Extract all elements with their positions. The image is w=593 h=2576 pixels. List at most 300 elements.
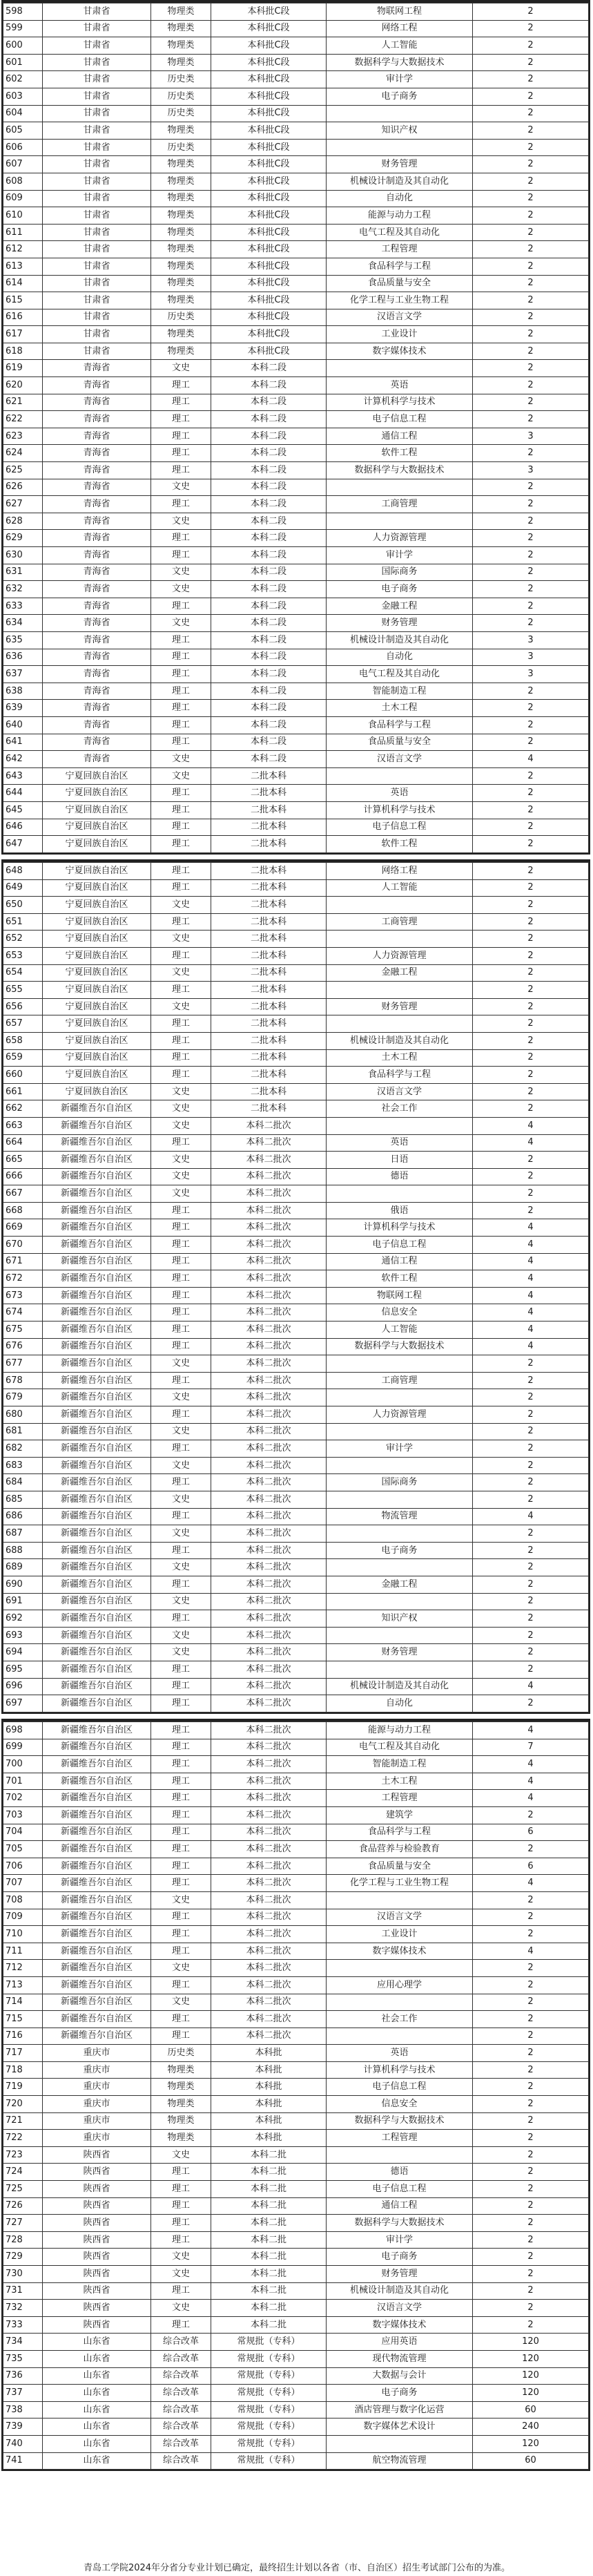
major-cell: 计算机科学与技术 (327, 2061, 473, 2079)
major-cell: 汉语言文学 (327, 309, 473, 326)
category-cell: 文史 (151, 1960, 211, 1977)
category-cell: 物理类 (151, 326, 211, 343)
category-cell: 文史 (151, 1100, 211, 1118)
table-row (3, 71, 589, 88)
row-number: 602 (3, 71, 43, 88)
count-cell: 4 (473, 1270, 589, 1288)
province-cell: 宁夏回族自治区 (43, 947, 151, 964)
table-row (3, 275, 589, 292)
row-number: 701 (3, 1773, 43, 1790)
batch-cell: 本科二段 (211, 598, 327, 615)
row-number: 663 (3, 1117, 43, 1134)
count-cell: 2 (473, 479, 589, 496)
count-cell: 2 (473, 964, 589, 982)
row-number: 614 (3, 275, 43, 292)
category-cell: 理工 (151, 2011, 211, 2028)
row-number: 703 (3, 1806, 43, 1824)
row-number: 698 (3, 1722, 43, 1739)
row-number: 712 (3, 1960, 43, 1977)
table-row (3, 1287, 589, 1304)
count-cell: 2 (473, 564, 589, 581)
category-cell: 理工 (151, 1440, 211, 1458)
major-cell: 通信工程 (327, 428, 473, 445)
batch-cell: 本科二批次 (211, 1593, 327, 1610)
major-cell: 德语 (327, 2164, 473, 2181)
major-cell: 数字媒体艺术设计 (327, 2418, 473, 2436)
province-cell: 甘肃省 (43, 54, 151, 71)
category-cell: 理工 (151, 819, 211, 836)
count-cell: 240 (473, 2418, 589, 2436)
category-cell: 物理类 (151, 292, 211, 309)
category-cell: 历史类 (151, 71, 211, 88)
category-cell: 文史 (151, 931, 211, 948)
row-number: 732 (3, 2300, 43, 2317)
table-row (3, 428, 589, 445)
count-cell: 2 (473, 139, 589, 156)
row-number: 702 (3, 1790, 43, 1807)
province-cell: 陕西省 (43, 2146, 151, 2164)
row-number: 656 (3, 998, 43, 1015)
batch-cell: 本科二批次 (211, 1976, 327, 1994)
table-row (3, 1678, 589, 1695)
batch-cell: 本科二批次 (211, 1270, 327, 1288)
batch-cell: 本科批 (211, 2079, 327, 2096)
batch-cell: 本科二段 (211, 716, 327, 734)
province-cell: 新疆维吾尔自治区 (43, 1440, 151, 1458)
category-cell: 物理类 (151, 224, 211, 241)
category-cell: 理工 (151, 1372, 211, 1389)
category-cell: 理工 (151, 462, 211, 479)
count-cell: 2 (473, 819, 589, 836)
row-number: 612 (3, 241, 43, 258)
batch-cell: 本科二段 (211, 462, 327, 479)
province-cell: 青海省 (43, 700, 151, 717)
table-row (3, 1237, 589, 1254)
count-cell: 2 (473, 258, 589, 275)
table-row (3, 2418, 589, 2436)
batch-cell: 本科二批次 (211, 1185, 327, 1203)
table-row (3, 1219, 589, 1237)
major-cell: 工商管理 (327, 1372, 473, 1389)
province-cell: 新疆维吾尔自治区 (43, 1875, 151, 1892)
count-cell: 2 (473, 2249, 589, 2266)
batch-cell: 本科二批次 (211, 1253, 327, 1270)
batch-cell: 本科二段 (211, 734, 327, 751)
province-cell: 新疆维吾尔自治区 (43, 1237, 151, 1254)
batch-cell: 本科二批次 (211, 1891, 327, 1909)
province-cell: 新疆维吾尔自治区 (43, 1423, 151, 1440)
major-cell: 人工智能 (327, 879, 473, 897)
batch-cell: 本科二批次 (211, 1695, 327, 1712)
row-number: 608 (3, 173, 43, 190)
category-cell: 理工 (151, 1610, 211, 1628)
category-cell: 理工 (151, 1542, 211, 1559)
batch-cell: 本科二段 (211, 751, 327, 768)
major-cell: 数据科学与大数据技术 (327, 1338, 473, 1355)
major-cell: 建筑学 (327, 1806, 473, 1824)
province-cell: 新疆维吾尔自治区 (43, 1219, 151, 1237)
batch-cell: 本科批 (211, 2096, 327, 2113)
major-cell: 自动化 (327, 1695, 473, 1712)
table-row (3, 666, 589, 683)
batch-cell: 二批本科 (211, 785, 327, 802)
batch-cell: 本科二批次 (211, 1355, 327, 1373)
row-number: 647 (3, 836, 43, 853)
category-cell: 文史 (151, 2300, 211, 2317)
batch-cell: 本科二批次 (211, 1559, 327, 1576)
count-cell: 2 (473, 1083, 589, 1100)
batch-cell: 本科二段 (211, 479, 327, 496)
count-cell: 4 (473, 1237, 589, 1254)
major-cell: 网络工程 (327, 863, 473, 880)
province-cell: 新疆维吾尔自治区 (43, 1644, 151, 1661)
province-cell: 重庆市 (43, 2061, 151, 2079)
table-row (3, 1100, 589, 1118)
major-cell (327, 1491, 473, 1508)
row-number: 678 (3, 1372, 43, 1389)
major-cell (327, 1525, 473, 1543)
major-cell: 电子商务 (327, 2249, 473, 2266)
count-cell: 2 (473, 598, 589, 615)
table-row (3, 360, 589, 377)
province-cell: 新疆维吾尔自治区 (43, 1678, 151, 1695)
row-number: 636 (3, 649, 43, 666)
category-cell: 理工 (151, 1015, 211, 1033)
batch-cell: 本科二段 (211, 683, 327, 700)
province-cell: 新疆维吾尔自治区 (43, 1134, 151, 1152)
row-number: 738 (3, 2401, 43, 2418)
province-cell: 青海省 (43, 716, 151, 734)
category-cell: 理工 (151, 428, 211, 445)
province-cell: 重庆市 (43, 2112, 151, 2130)
category-cell: 文史 (151, 1491, 211, 1508)
batch-cell: 本科二批次 (211, 1739, 327, 1756)
table-row (3, 224, 589, 241)
major-cell: 财务管理 (327, 615, 473, 632)
batch-cell: 常规批（专科） (211, 2350, 327, 2367)
table-row (3, 241, 589, 258)
table-row (3, 1739, 589, 1756)
row-number: 667 (3, 1185, 43, 1203)
count-cell: 2 (473, 1909, 589, 1926)
province-cell: 新疆维吾尔自治区 (43, 1322, 151, 1339)
count-cell: 4 (473, 1773, 589, 1790)
batch-cell: 本科二批次 (211, 1576, 327, 1593)
table-row (3, 1576, 589, 1593)
batch-cell: 本科批C段 (211, 241, 327, 258)
major-cell: 工商管理 (327, 496, 473, 513)
batch-cell: 本科二批次 (211, 1389, 327, 1406)
table-row (3, 2197, 589, 2215)
row-number: 615 (3, 292, 43, 309)
major-cell: 物联网工程 (327, 3, 473, 21)
count-cell: 120 (473, 2334, 589, 2351)
major-cell: 人工智能 (327, 1322, 473, 1339)
major-cell: 知识产权 (327, 1610, 473, 1628)
category-cell: 理工 (151, 1202, 211, 1219)
count-cell: 2 (473, 394, 589, 411)
count-cell: 3 (473, 666, 589, 683)
major-cell: 工业设计 (327, 326, 473, 343)
batch-cell: 本科批C段 (211, 275, 327, 292)
count-cell: 2 (473, 2231, 589, 2249)
province-cell: 青海省 (43, 666, 151, 683)
province-cell: 青海省 (43, 496, 151, 513)
count-cell: 2 (473, 343, 589, 360)
major-cell: 土木工程 (327, 700, 473, 717)
batch-cell: 本科二段 (211, 547, 327, 564)
province-cell: 宁夏回族自治区 (43, 819, 151, 836)
category-cell: 理工 (151, 1875, 211, 1892)
count-cell: 60 (473, 2401, 589, 2418)
batch-cell: 常规批（专科） (211, 2435, 327, 2452)
category-cell: 物理类 (151, 241, 211, 258)
batch-cell: 二批本科 (211, 767, 327, 785)
row-number: 737 (3, 2385, 43, 2402)
table-row (3, 394, 589, 411)
major-cell: 土木工程 (327, 1773, 473, 1790)
batch-cell: 本科二批次 (211, 1202, 327, 1219)
category-cell: 综合改革 (151, 2435, 211, 2452)
table-row (3, 1253, 589, 1270)
table-row (3, 309, 589, 326)
province-cell: 宁夏回族自治区 (43, 1083, 151, 1100)
count-cell: 2 (473, 615, 589, 632)
count-cell: 2 (473, 513, 589, 530)
count-cell: 3 (473, 631, 589, 649)
category-cell: 物理类 (151, 2112, 211, 2130)
row-number: 686 (3, 1508, 43, 1525)
batch-cell: 本科二批次 (211, 1406, 327, 1424)
major-cell: 汉语言文学 (327, 2300, 473, 2317)
count-cell: 4 (473, 1219, 589, 1237)
batch-cell: 本科二段 (211, 445, 327, 462)
table-row (3, 2316, 589, 2334)
category-cell: 理工 (151, 1695, 211, 1712)
batch-cell: 本科批C段 (211, 292, 327, 309)
batch-cell: 本科批C段 (211, 343, 327, 360)
table-block-1 (1, 0, 590, 855)
batch-cell: 本科二批次 (211, 1134, 327, 1152)
category-cell: 综合改革 (151, 2401, 211, 2418)
major-cell: 工程管理 (327, 241, 473, 258)
batch-cell: 本科二批次 (211, 1287, 327, 1304)
table-row (3, 445, 589, 462)
row-number: 675 (3, 1322, 43, 1339)
major-cell: 物联网工程 (327, 1287, 473, 1304)
table-row (3, 1610, 589, 1628)
row-number: 682 (3, 1440, 43, 1458)
category-cell: 理工 (151, 1049, 211, 1067)
category-cell: 物理类 (151, 258, 211, 275)
major-cell: 汉语言文学 (327, 1083, 473, 1100)
count-cell: 2 (473, 2130, 589, 2147)
category-cell: 理工 (151, 496, 211, 513)
count-cell: 2 (473, 1168, 589, 1185)
major-cell: 化学工程与工业生物工程 (327, 292, 473, 309)
province-cell: 青海省 (43, 428, 151, 445)
category-cell: 理工 (151, 2215, 211, 2232)
major-cell: 英语 (327, 1134, 473, 1152)
row-number: 691 (3, 1593, 43, 1610)
province-cell: 宁夏回族自治区 (43, 1032, 151, 1049)
province-cell: 宁夏回族自治区 (43, 998, 151, 1015)
row-number: 623 (3, 428, 43, 445)
province-cell: 陕西省 (43, 2164, 151, 2181)
row-number: 741 (3, 2452, 43, 2470)
batch-cell: 本科批C段 (211, 71, 327, 88)
table-row (3, 1491, 589, 1508)
row-number: 607 (3, 156, 43, 173)
batch-cell: 本科二批 (211, 2146, 327, 2164)
category-cell: 理工 (151, 2231, 211, 2249)
province-cell: 新疆维吾尔自治区 (43, 1525, 151, 1543)
count-cell: 4 (473, 1322, 589, 1339)
category-cell: 文史 (151, 1994, 211, 2011)
category-cell: 理工 (151, 530, 211, 547)
major-cell: 人力资源管理 (327, 947, 473, 964)
major-cell: 网络工程 (327, 20, 473, 37)
batch-cell: 本科二批次 (211, 1627, 327, 1644)
category-cell: 文史 (151, 1083, 211, 1100)
row-number: 649 (3, 879, 43, 897)
batch-cell: 本科二批 (211, 2249, 327, 2266)
category-cell: 理工 (151, 2316, 211, 2334)
row-number: 603 (3, 88, 43, 105)
table-row (3, 1372, 589, 1389)
count-cell: 4 (473, 1134, 589, 1152)
row-number: 613 (3, 258, 43, 275)
batch-cell: 本科批C段 (211, 156, 327, 173)
count-cell: 2 (473, 1032, 589, 1049)
major-cell: 工程管理 (327, 2130, 473, 2147)
category-cell: 文史 (151, 1891, 211, 1909)
category-cell: 理工 (151, 947, 211, 964)
category-cell: 理工 (151, 1909, 211, 1926)
province-cell: 甘肃省 (43, 3, 151, 21)
table-row (3, 819, 589, 836)
province-cell: 甘肃省 (43, 275, 151, 292)
category-cell: 综合改革 (151, 2452, 211, 2470)
province-cell: 山东省 (43, 2435, 151, 2452)
row-number: 666 (3, 1168, 43, 1185)
batch-cell: 常规批（专科） (211, 2367, 327, 2385)
row-number: 676 (3, 1338, 43, 1355)
province-cell: 陕西省 (43, 2282, 151, 2300)
row-number: 635 (3, 631, 43, 649)
count-cell: 4 (473, 1338, 589, 1355)
major-cell: 财务管理 (327, 156, 473, 173)
table-block-2 (1, 859, 590, 1714)
batch-cell: 本科二段 (211, 428, 327, 445)
major-cell: 食品营养与检验教育 (327, 1841, 473, 1858)
table-row (3, 631, 589, 649)
table-row (3, 2334, 589, 2351)
batch-cell: 本科批 (211, 2061, 327, 2079)
batch-cell: 本科批C段 (211, 173, 327, 190)
major-cell (327, 1994, 473, 2011)
count-cell: 2 (473, 360, 589, 377)
row-number: 652 (3, 931, 43, 948)
province-cell: 新疆维吾尔自治区 (43, 1627, 151, 1644)
major-cell: 电气工程及其自动化 (327, 1739, 473, 1756)
table-row (3, 207, 589, 225)
batch-cell: 本科二批 (211, 2282, 327, 2300)
table-row (3, 20, 589, 37)
province-cell: 新疆维吾尔自治区 (43, 1202, 151, 1219)
province-cell: 新疆维吾尔自治区 (43, 1976, 151, 1994)
table-row (3, 716, 589, 734)
province-cell: 青海省 (43, 513, 151, 530)
row-number: 601 (3, 54, 43, 71)
footnote: 青岛工学院2024年分省分专业计划已确定，最终招生计划以各省（市、自治区）招生考试部门公布的为准。 (83, 2563, 511, 2573)
row-number: 692 (3, 1610, 43, 1628)
major-cell (327, 1015, 473, 1033)
category-cell: 理工 (151, 1576, 211, 1593)
major-cell: 审计学 (327, 71, 473, 88)
count-cell: 60 (473, 2452, 589, 2470)
province-cell: 新疆维吾尔自治区 (43, 1722, 151, 1739)
province-cell: 青海省 (43, 683, 151, 700)
batch-cell: 本科二批 (211, 2181, 327, 2198)
province-cell: 新疆维吾尔自治区 (43, 1152, 151, 1169)
province-cell: 甘肃省 (43, 326, 151, 343)
province-cell: 重庆市 (43, 2079, 151, 2096)
major-cell: 国际商务 (327, 564, 473, 581)
major-cell: 数据科学与大数据技术 (327, 2215, 473, 2232)
count-cell: 2 (473, 1695, 589, 1712)
row-number: 720 (3, 2096, 43, 2113)
major-cell: 食品科学与工程 (327, 258, 473, 275)
admission-table (3, 862, 589, 1712)
batch-cell: 常规批（专科） (211, 2452, 327, 2470)
row-number: 690 (3, 1576, 43, 1593)
batch-cell: 本科二批次 (211, 1457, 327, 1474)
batch-cell: 本科二批次 (211, 1219, 327, 1237)
category-cell: 理工 (151, 1661, 211, 1678)
count-cell: 2 (473, 37, 589, 55)
province-cell: 宁夏回族自治区 (43, 897, 151, 914)
batch-cell: 本科二段 (211, 394, 327, 411)
batch-cell: 本科二段 (211, 581, 327, 598)
major-cell: 英语 (327, 2045, 473, 2062)
table-row (3, 462, 589, 479)
category-cell: 文史 (151, 964, 211, 982)
province-cell: 山东省 (43, 2418, 151, 2436)
batch-cell: 本科批C段 (211, 309, 327, 326)
province-cell: 新疆维吾尔自治区 (43, 1739, 151, 1756)
category-cell: 历史类 (151, 88, 211, 105)
category-cell: 文史 (151, 1627, 211, 1644)
major-cell: 智能制造工程 (327, 683, 473, 700)
row-number: 707 (3, 1875, 43, 1892)
count-cell: 4 (473, 1287, 589, 1304)
table-row (3, 1508, 589, 1525)
batch-cell: 本科二批次 (211, 1824, 327, 1841)
batch-cell: 二批本科 (211, 998, 327, 1015)
category-cell: 文史 (151, 1355, 211, 1373)
province-cell: 陕西省 (43, 2266, 151, 2283)
batch-cell: 本科二批次 (211, 1644, 327, 1661)
row-number: 727 (3, 2215, 43, 2232)
province-cell: 新疆维吾尔自治区 (43, 1457, 151, 1474)
row-number: 728 (3, 2231, 43, 2249)
row-number: 715 (3, 2011, 43, 2028)
province-cell: 新疆维吾尔自治区 (43, 1661, 151, 1678)
batch-cell: 本科二段 (211, 700, 327, 717)
major-cell: 国际商务 (327, 1474, 473, 1491)
category-cell: 综合改革 (151, 2334, 211, 2351)
